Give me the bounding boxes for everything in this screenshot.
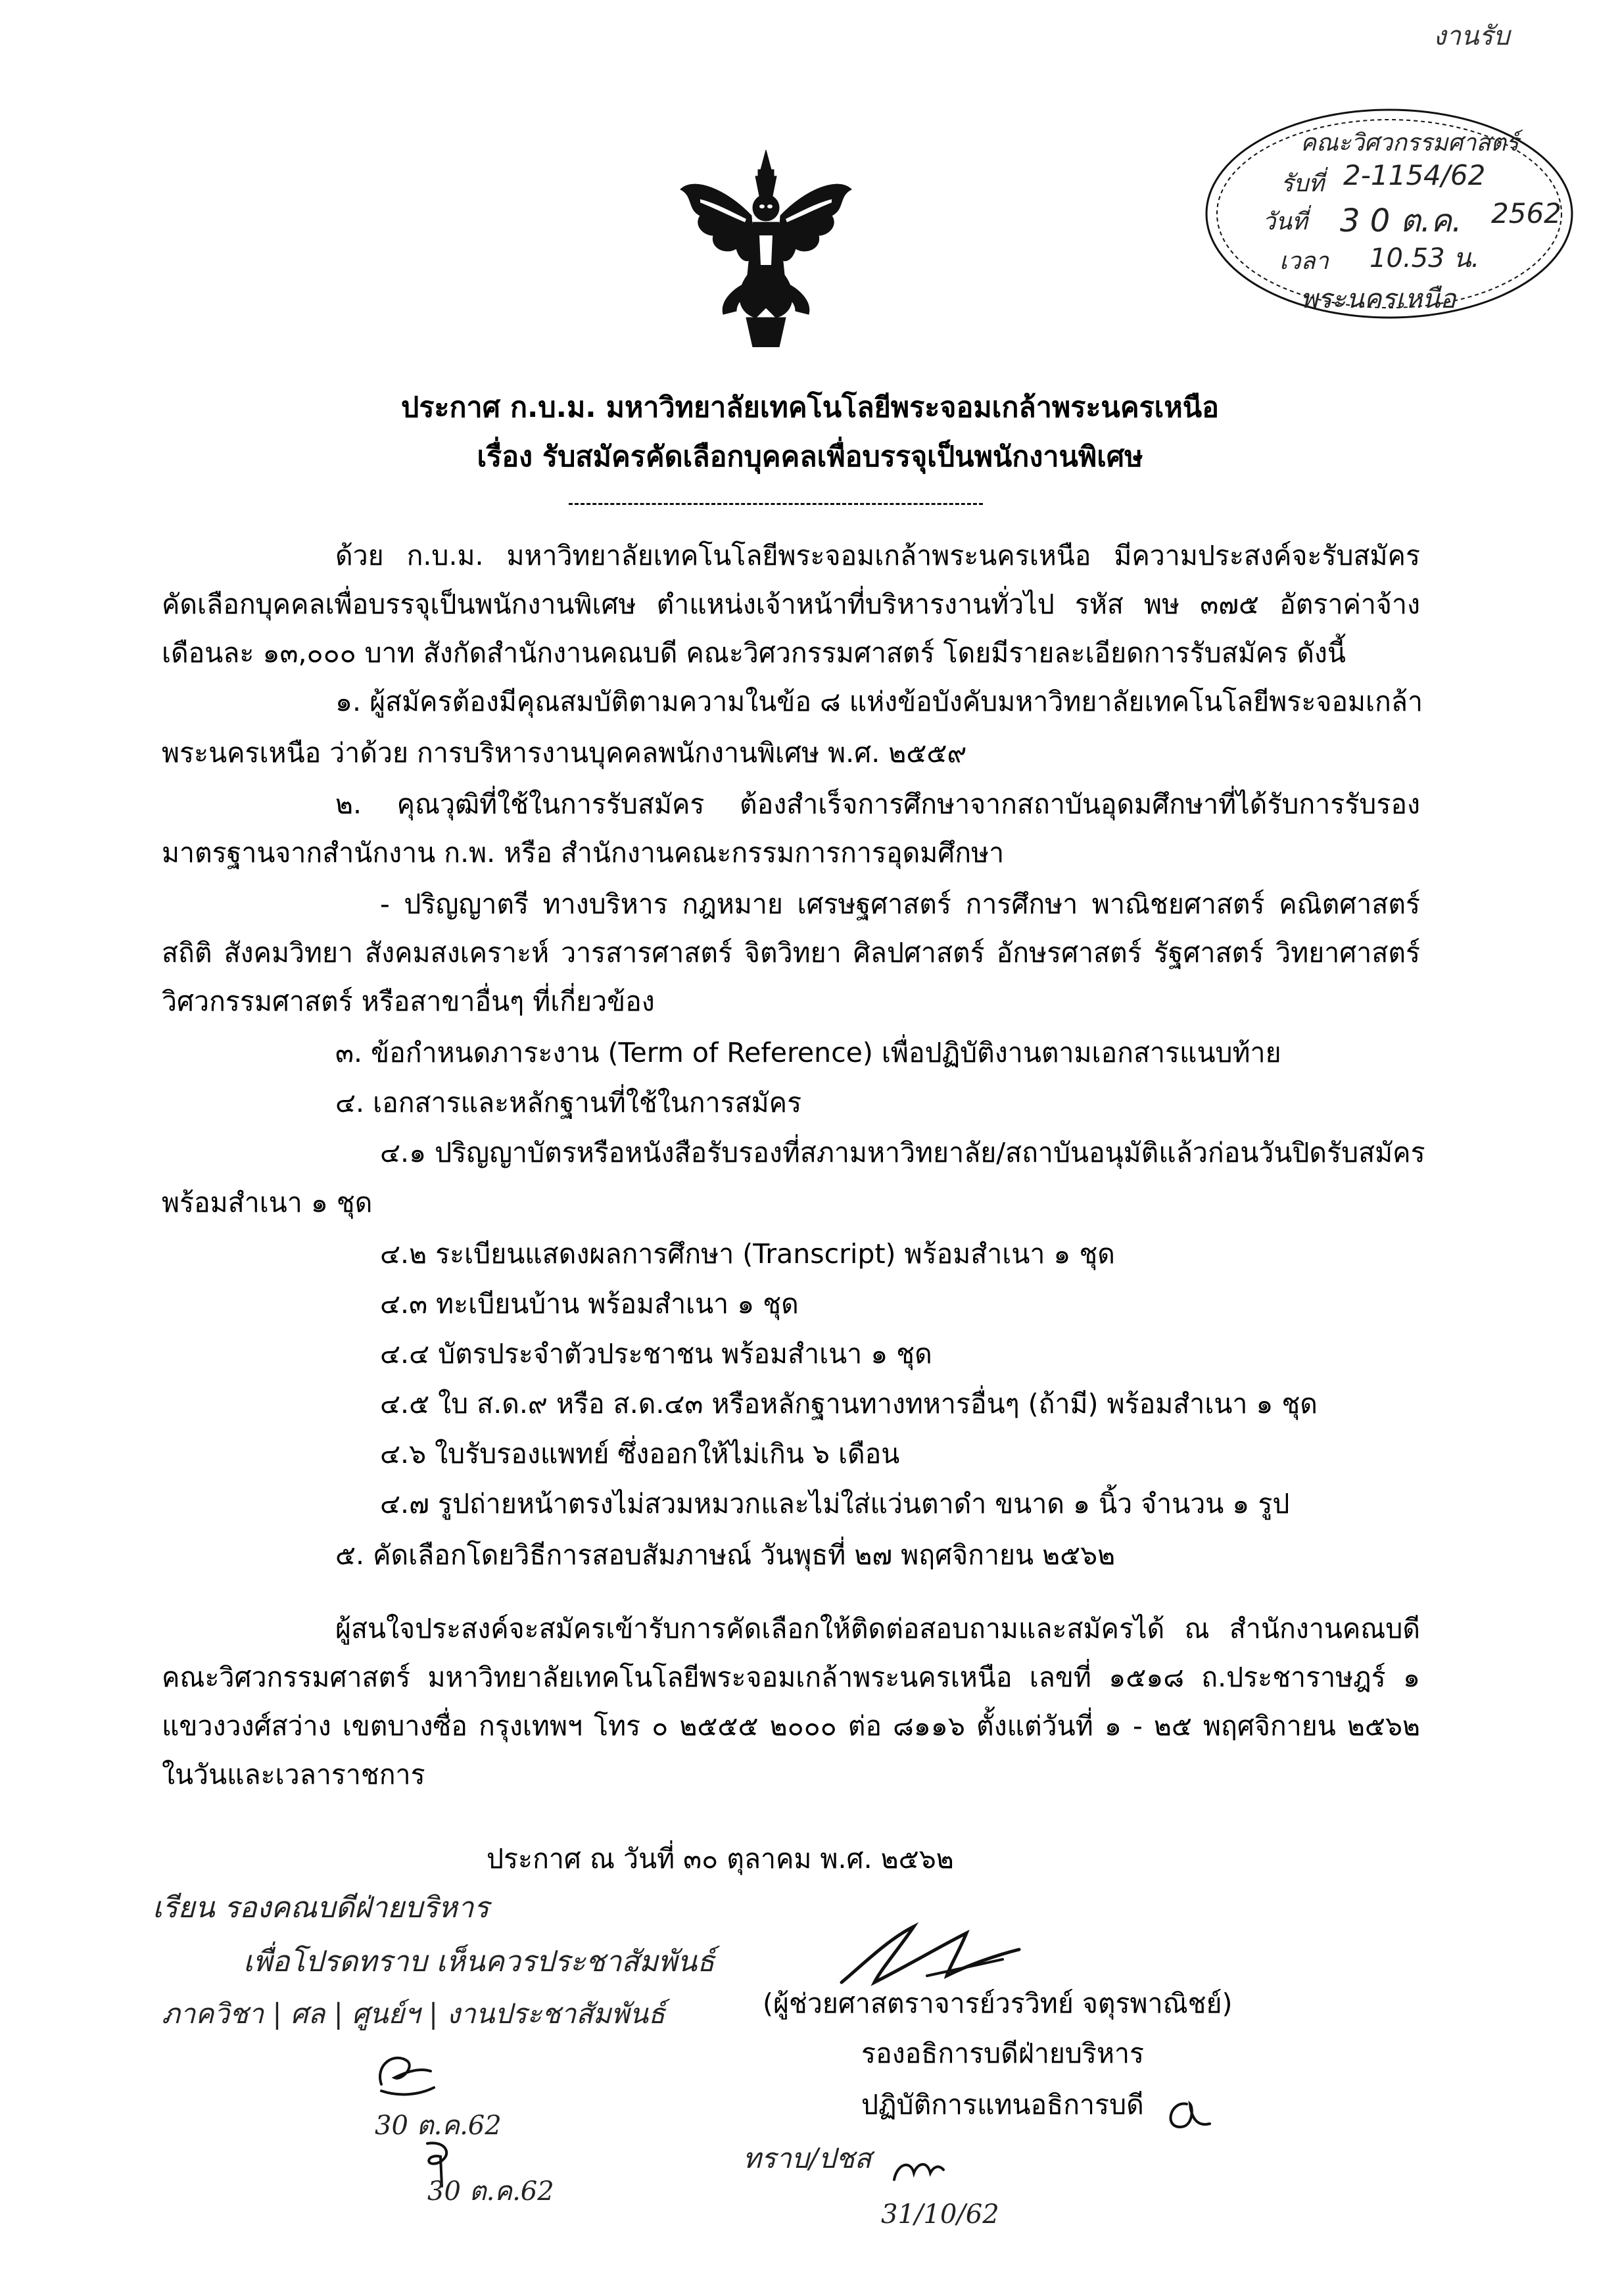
item4-1-line-2: พร้อมสำเนา ๑ ชุด bbox=[162, 1187, 373, 1218]
signatory-position-1: รองอธิการบดีฝ่ายบริหาร bbox=[861, 2038, 1145, 2069]
initials-scribble-1 bbox=[368, 2045, 441, 2104]
stamp-date: 3 0 ต.ค. bbox=[1340, 203, 1462, 239]
closing-line-1: ผู้สนใจประสงค์จะสมัครเข้ารับการคัดเลือกให้ติดต่อสอบถามและสมัครได้ ณ สำนักงานคณบดี bbox=[335, 1613, 1420, 1644]
signatory-position-2: ปฏิบัติการแทนอธิการบดี bbox=[861, 2089, 1144, 2120]
item4-1-line-1: ๔.๑ ปริญญาบัตรหรือหนังสือรับรองที่สภามหาวิทยาลัย/สถาบันอนุมัติแล้วก่อนวันปิดรับสมัคร bbox=[380, 1137, 1425, 1168]
page-title: ประกาศ ก.บ.ม. มหาวิทยาลัยเทคโนโลยีพระจอมเกล้าพระนครเหนือ bbox=[401, 391, 1219, 424]
intro-line-1: ด้วย ก.บ.ม. มหาวิทยาลัยเทคโนโลยีพระจอมเกล้าพระนครเหนือ มีความประสงค์จะรับสมัคร bbox=[335, 540, 1420, 571]
announce-date: ประกาศ ณ วันที่ ๓๐ ตุลาคม พ.ศ. ๒๕๖๒ bbox=[487, 1843, 954, 1875]
item2-sub-line-2: สถิติ สังคมวิทยา สังคมสงเคราะห์ วารสารศาสตร์ จิตวิทยา ศิลปศาสตร์ อักษรศาสตร์ รัฐศาสตร์ วิทยาศาสตร์ bbox=[162, 937, 1420, 969]
item2-line-2: มาตรฐานจากสำนักงาน ก.พ. หรือ สำนักงานคณะกรรมการการอุดมศึกษา bbox=[162, 837, 1005, 869]
item1-line-1: ๑. ผู้สมัครต้องมีคุณสมบัติตามความในข้อ ๘ แห่งข้อบังคับมหาวิทยาลัยเทคโนโลยีพระจอมเกล้า bbox=[335, 686, 1423, 717]
item4-2: ๔.๒ ระเบียนแสดงผลการศึกษา (Transcript) พร้อมสำเนา ๑ ชุด bbox=[380, 1238, 1115, 1270]
item2-sub-line-3: วิศวกรรมศาสตร์ หรือสาขาอื่นๆ ที่เกี่ยวข้อง bbox=[162, 986, 655, 1017]
stamp-year: 2562 bbox=[1491, 197, 1561, 229]
item5: ๕. คัดเลือกโดยวิธีการสอบสัมภาษณ์ วันพุธที่ ๒๗ พฤศจิกายน ๒๕๖๒ bbox=[335, 1539, 1116, 1571]
receipt-stamp bbox=[1202, 105, 1577, 322]
stamp-time-label: เวลา bbox=[1279, 248, 1329, 275]
item2-sub-line-1: - ปริญญาตรี ทางบริหาร กฎหมาย เศรษฐศาสตร์ การศึกษา พาณิชยศาสตร์ คณิตศาสตร์ bbox=[380, 888, 1420, 920]
signatory-name: (ผู้ช่วยศาสตราจารย์วรวิทย์ จตุรพาณิชย์) bbox=[763, 1988, 1233, 2019]
initials-scribble-3 bbox=[888, 2150, 947, 2189]
item1-line-2: พระนครเหนือ ว่าด้วย การบริหารงานบุคคลพนักงานพิเศษ พ.ศ. ๒๕๕๙ bbox=[162, 737, 967, 769]
item3: ๓. ข้อกำหนดภาระงาน (Term of Reference) เพื่อปฏิบัติงานตามเอกสารแนบท้าย bbox=[335, 1037, 1281, 1068]
handwritten-date-1: 30 ต.ค.62 bbox=[375, 2111, 502, 2141]
initials-scribble-4 bbox=[1157, 2091, 1216, 2143]
stamp-org: คณะวิศวกรรมศาสตร์ bbox=[1300, 130, 1519, 156]
subject-line: เรื่อง รับสมัครคัดเลือกบุคคลเพื่อบรรจุเป็นพนักงานพิเศษ bbox=[477, 441, 1143, 473]
stamp-received-label: รับที่ bbox=[1281, 170, 1324, 197]
garuda-emblem bbox=[674, 150, 858, 347]
title-divider bbox=[569, 503, 983, 505]
stamp-date-label: วันที่ bbox=[1262, 208, 1308, 235]
closing-line-2: คณะวิศวกรรมศาสตร์ มหาวิทยาลัยเทคโนโลยีพระจอมเกล้าพระนครเหนือ เลขที่ ๑๕๑๘ ถ.ประชาราษฎร์ ๑ bbox=[162, 1662, 1420, 1693]
item4-4: ๔.๔ บัตรประจำตัวประชาชน พร้อมสำเนา ๑ ชุด bbox=[380, 1338, 932, 1370]
item4-5: ๔.๕ ใบ ส.ด.๙ หรือ ส.ด.๔๓ หรือหลักฐานทางทหารอื่นๆ (ถ้ามี) พร้อมสำเนา ๑ ชุด bbox=[380, 1388, 1318, 1420]
item4-7: ๔.๗ รูปถ่ายหน้าตรงไม่สวมหมวกและไม่ใส่แว่นตาดำ ขนาด ๑ นิ้ว จำนวน ๑ รูป bbox=[380, 1488, 1290, 1519]
handwritten-date-3: 31/10/62 bbox=[881, 2199, 999, 2230]
handwritten-note-line-3: ภาควิชา | ศล | ศูนย์ฯ | งานประชาสัมพันธ์ bbox=[162, 1997, 665, 2030]
item2-line-1: ๒. คุณวุฒิที่ใช้ในการรับสมัคร ต้องสำเร็จการศึกษาจากสถาบันอุดมศึกษาที่ได้รับการรับรอง bbox=[335, 788, 1420, 820]
handwritten-note-line-1: เรียน รองคณบดีฝ่ายบริหาร bbox=[153, 1891, 489, 1925]
item4: ๔. เอกสารและหลักฐานที่ใช้ในการสมัคร bbox=[335, 1087, 802, 1118]
handwritten-mid-note: ทราบ/ปชส bbox=[743, 2142, 872, 2174]
item4-6: ๔.๖ ใบรับรองแพทย์ ซึ่งออกให้ไม่เกิน ๖ เดือน bbox=[380, 1438, 900, 1470]
stamp-received-no: 2-1154/62 bbox=[1343, 159, 1486, 191]
closing-line-4: ในวันและเวลาราชการ bbox=[162, 1759, 425, 1790]
intro-line-2: คัดเลือกบุคคลเพื่อบรรจุเป็นพนักงานพิเศษ ตำแหน่งเจ้าหน้าที่บริหารงานทั่วไป รหัส พษ ๓๗๕ อัตราค่าจ้าง bbox=[162, 588, 1420, 620]
corner-handwritten-note: งานรับ bbox=[1433, 21, 1510, 51]
item4-3: ๔.๓ ทะเบียนบ้าน พร้อมสำเนา ๑ ชุด bbox=[380, 1288, 799, 1320]
stamp-time: 10.53 น. bbox=[1370, 243, 1480, 274]
handwritten-date-2: 30 ต.ค.62 bbox=[427, 2176, 554, 2207]
intro-line-3: เดือนละ ๑๓,๐๐๐ บาท สังกัดสำนักงานคณบดี คณะวิศวกรรมศาสตร์ โดยมีรายละเอียดการรับสมัคร ดังนี้ bbox=[162, 637, 1346, 669]
closing-line-3: แขวงวงศ์สว่าง เขตบางซื่อ กรุงเทพฯ โทร ๐ ๒๕๕๕ ๒๐๐๐ ต่อ ๘๑๑๖ ตั้งแต่วันที่ ๑ - ๒๕ พฤศจิกายน ๒๕๖๒ bbox=[162, 1710, 1420, 1742]
stamp-footer: พระนครเหนือ bbox=[1300, 284, 1456, 314]
handwritten-note-line-2: เพื่อโปรดทราบ เห็นควรประชาสัมพันธ์ bbox=[243, 1945, 715, 1978]
